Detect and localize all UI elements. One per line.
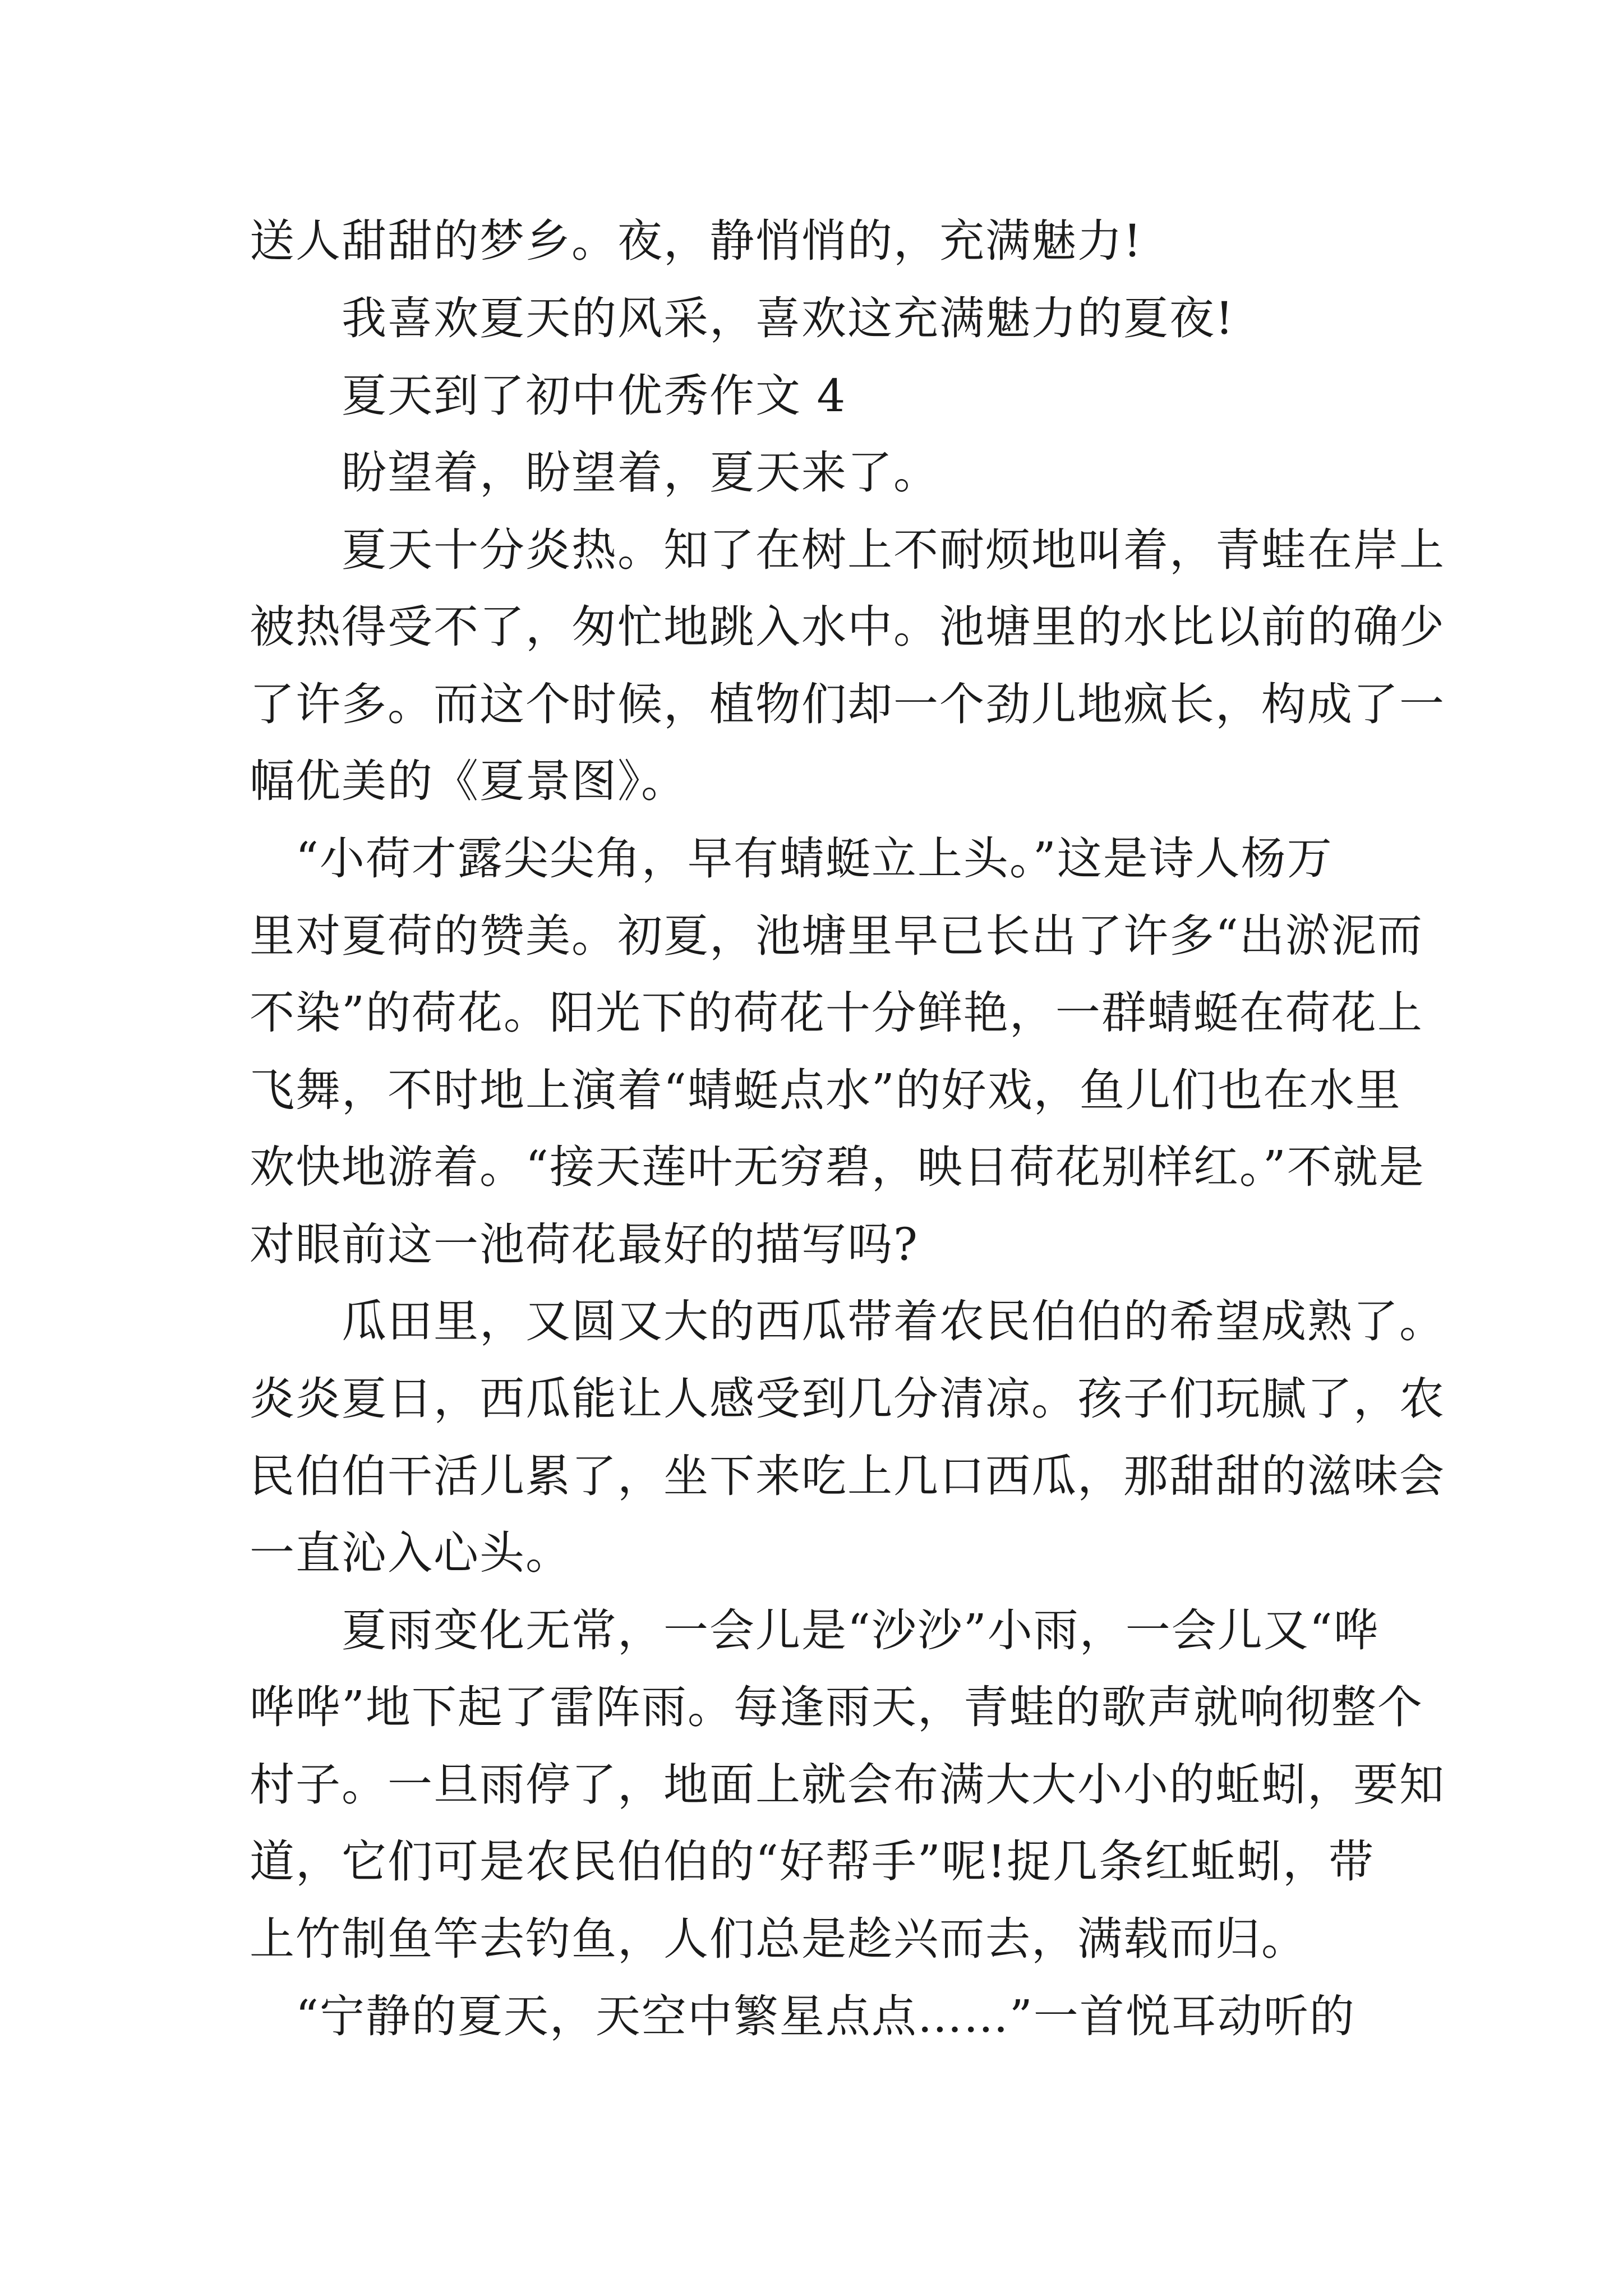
text-line: 村子。一旦雨停了，地面上就会布满大大小小的蚯蚓，要知: [250, 1759, 1445, 1811]
text-line: 我喜欢夏天的风采，喜欢这充满魅力的夏夜!: [250, 292, 1235, 344]
text-line: 幅优美的《夏景图》。: [250, 755, 687, 807]
text-line: 民伯伯干活儿累了，坐下来吃上几口西瓜，那甜甜的滋味会: [250, 1450, 1445, 1502]
text-line: 道，它们可是农民伯伯的“好帮手”呢!捉几条红蚯蚓，带: [250, 1835, 1375, 1888]
text-line: 哗哗”地下起了雷阵雨。每逢雨天，青蛙的歌声就响彻整个: [250, 1681, 1423, 1733]
text-line: 瓜田里，又圆又大的西瓜带着农民伯伯的希望成熟了。: [250, 1295, 1445, 1347]
text-line: 欢快地游着。“接天莲叶无穷碧，映日荷花别样红。”不就是: [250, 1141, 1425, 1193]
text-line: 上竹制鱼竿去钓鱼，人们总是趁兴而去，满载而归。: [250, 1913, 1307, 1965]
text-line: 飞舞，不时地上演着“蜻蜓点水”的好戏，鱼儿们也在水里: [250, 1064, 1401, 1116]
text-line: 夏天十分炎热。知了在树上不耐烦地叫着，青蛙在岸上: [250, 524, 1445, 576]
text-line: “小荷才露尖尖角，早有蜻蜓立上头。”这是诗人杨万: [250, 832, 1333, 885]
text-line: 对眼前这一池荷花最好的描写吗?: [250, 1218, 919, 1271]
text-line: 夏天到了初中优秀作文 4: [250, 370, 847, 422]
text-line: 被热得受不了，匆忙地跳入水中。池塘里的水比以前的确少: [250, 601, 1445, 653]
text-line: 盼望着，盼望着，夏天来了。: [250, 447, 939, 499]
text-line: 夏雨变化无常，一会儿是“沙沙”小雨，一会儿又“哗: [250, 1604, 1380, 1657]
text-line: 一直沁入心头。: [250, 1527, 571, 1579]
text-line: 送人甜甜的梦乡。夜，静悄悄的，充满魅力!: [250, 215, 1143, 267]
text-line: 不染”的荷花。阳光下的荷花十分鲜艳，一群蜻蜓在荷花上: [250, 987, 1423, 1039]
text-line: 炎炎夏日，西瓜能让人感受到几分清凉。孩子们玩腻了，农: [250, 1373, 1445, 1425]
text-line: “宁静的夏天，天空中繁星点点……”一首悦耳动听的: [250, 1990, 1355, 2042]
text-line: 了许多。而这个时候，植物们却一个劲儿地疯长，构成了一: [250, 678, 1445, 730]
text-line: 里对夏荷的赞美。初夏，池塘里早已长出了许多“出淤泥而: [250, 910, 1423, 962]
